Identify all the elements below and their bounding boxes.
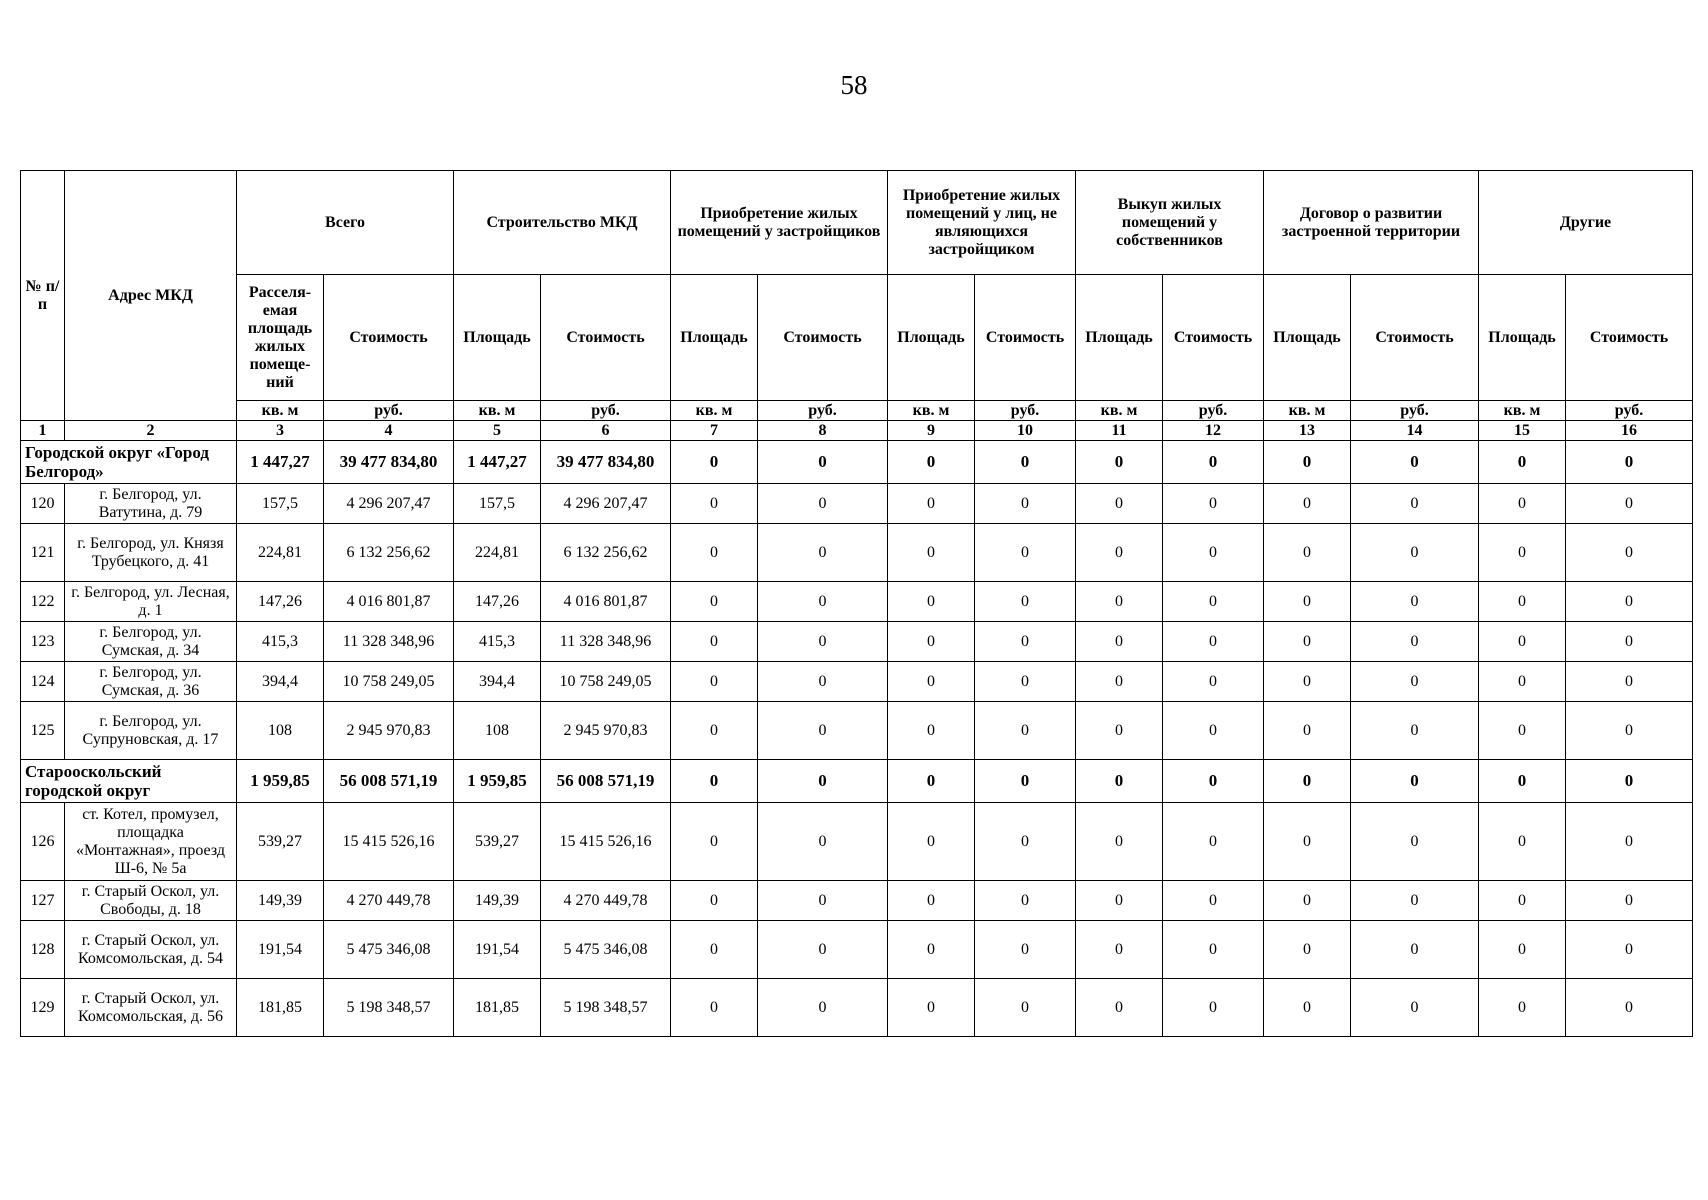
- cell-area: 0: [1076, 662, 1163, 702]
- cell-cost: 0: [1163, 803, 1264, 881]
- header-cost: Стоимость: [1351, 275, 1479, 401]
- cell-area: 1 959,85: [237, 760, 324, 803]
- cell-cost: 4 016 801,87: [324, 582, 454, 622]
- cell-cost: 0: [758, 622, 888, 662]
- cell-cost: 0: [758, 524, 888, 582]
- cell-area: 0: [671, 760, 758, 803]
- cell-area: 181,85: [237, 979, 324, 1037]
- cell-area: 0: [1076, 622, 1163, 662]
- unit-area: кв. м: [1479, 401, 1566, 421]
- header-group-other: Другие: [1479, 171, 1693, 275]
- cell-area: 224,81: [454, 524, 541, 582]
- cell-cost: 0: [1566, 760, 1693, 803]
- column-number: 2: [65, 421, 237, 441]
- cell-cost: 0: [758, 803, 888, 881]
- cell-area: 0: [1076, 921, 1163, 979]
- cell-cost: 0: [975, 803, 1076, 881]
- cell-cost: 10 758 249,05: [541, 662, 671, 702]
- cell-cost: 39 477 834,80: [324, 441, 454, 484]
- cell-cost: 11 328 348,96: [324, 622, 454, 662]
- cell-area: 0: [1264, 662, 1351, 702]
- cell-area: 0: [1264, 803, 1351, 881]
- table-row: [21, 622, 1693, 662]
- group-row: [21, 760, 1693, 803]
- cell-cost: 11 328 348,96: [541, 622, 671, 662]
- cell-area: 108: [454, 702, 541, 760]
- unit-area: кв. м: [1264, 401, 1351, 421]
- cell-area: 181,85: [454, 979, 541, 1037]
- unit-cost: руб.: [1351, 401, 1479, 421]
- cell-cost: 0: [975, 921, 1076, 979]
- header-cost: Стоимость: [1566, 275, 1693, 401]
- cell-cost: 0: [1351, 622, 1479, 662]
- column-number: 9: [888, 421, 975, 441]
- cell-cost: 0: [975, 662, 1076, 702]
- cell-area: 1 959,85: [454, 760, 541, 803]
- cell-area: 0: [888, 760, 975, 803]
- cell-cost: 0: [975, 881, 1076, 921]
- cell-area: 0: [1264, 702, 1351, 760]
- cell-area: 0: [1264, 881, 1351, 921]
- cell-cost: 0: [1351, 702, 1479, 760]
- group-name: Старооскольский городской округ: [21, 760, 237, 803]
- cell-area: 0: [888, 524, 975, 582]
- cell-cost: 15 415 526,16: [324, 803, 454, 881]
- header-address: Адрес МКД: [65, 171, 237, 421]
- cell-cost: 0: [1566, 979, 1693, 1037]
- cell-area: 0: [1264, 484, 1351, 524]
- cell-area: 0: [1479, 979, 1566, 1037]
- cell-area: 0: [671, 662, 758, 702]
- column-number: 10: [975, 421, 1076, 441]
- cell-cost: 0: [1163, 441, 1264, 484]
- row-address: г. Старый Оскол, ул. Свободы, д. 18: [65, 881, 237, 921]
- cell-cost: 10 758 249,05: [324, 662, 454, 702]
- cell-cost: 0: [1163, 760, 1264, 803]
- cell-area: 0: [1264, 441, 1351, 484]
- header-cost: Стоимость: [975, 275, 1076, 401]
- cell-area: 1 447,27: [454, 441, 541, 484]
- cell-area: 0: [671, 979, 758, 1037]
- unit-cost: руб.: [1566, 401, 1693, 421]
- row-address: г. Белгород, ул. Сумская, д. 34: [65, 622, 237, 662]
- cell-cost: 56 008 571,19: [324, 760, 454, 803]
- cell-cost: 0: [1163, 662, 1264, 702]
- column-number: 16: [1566, 421, 1693, 441]
- cell-cost: 0: [975, 702, 1076, 760]
- cell-cost: 0: [758, 979, 888, 1037]
- cell-area: 0: [1264, 622, 1351, 662]
- cell-area: 0: [888, 881, 975, 921]
- cell-area: 0: [1479, 484, 1566, 524]
- row-address: ст. Котел, промузел, площадка «Монтажная», проезд Ш-6, № 5а: [65, 803, 237, 881]
- cell-area: 0: [1076, 582, 1163, 622]
- cell-area: 0: [888, 803, 975, 881]
- cell-area: 0: [888, 622, 975, 662]
- cell-cost: 4 296 207,47: [541, 484, 671, 524]
- cell-area: 0: [888, 662, 975, 702]
- cell-area: 0: [1076, 702, 1163, 760]
- cell-area: 0: [1479, 921, 1566, 979]
- header-num: № п/п: [21, 171, 65, 421]
- column-number: 14: [1351, 421, 1479, 441]
- cell-area: 191,54: [454, 921, 541, 979]
- cell-area: 415,3: [237, 622, 324, 662]
- cell-area: 147,26: [237, 582, 324, 622]
- cell-cost: 4 270 449,78: [324, 881, 454, 921]
- unit-area: кв. м: [237, 401, 324, 421]
- cell-area: 0: [1076, 979, 1163, 1037]
- cell-area: 0: [671, 441, 758, 484]
- cell-area: 0: [1479, 622, 1566, 662]
- cell-area: 0: [1076, 881, 1163, 921]
- cell-area: 0: [1479, 441, 1566, 484]
- cell-area: 0: [1264, 524, 1351, 582]
- cell-cost: 0: [975, 441, 1076, 484]
- header-group-purchase-non-developers: Приобретение жилых помещений у лиц, не являющихся застройщиком: [888, 171, 1076, 275]
- row-number: 129: [21, 979, 65, 1037]
- cell-area: 0: [1076, 803, 1163, 881]
- cell-area: 0: [888, 979, 975, 1037]
- header-area: Площадь: [1264, 275, 1351, 401]
- header-area: Площадь: [454, 275, 541, 401]
- resettlement-table: [20, 170, 1693, 1037]
- cell-cost: 6 132 256,62: [541, 524, 671, 582]
- cell-cost: 0: [1351, 921, 1479, 979]
- cell-cost: 0: [1566, 484, 1693, 524]
- group-row: [21, 441, 1693, 484]
- column-number: 3: [237, 421, 324, 441]
- header-area: Площадь: [1479, 275, 1566, 401]
- header-group-buyout: Выкуп жилых помещений у собственников: [1076, 171, 1264, 275]
- cell-cost: 39 477 834,80: [541, 441, 671, 484]
- unit-cost: руб.: [1163, 401, 1264, 421]
- unit-cost: руб.: [758, 401, 888, 421]
- header-group-purchase-developers: Приобретение жилых помещений у застройщиков: [671, 171, 888, 275]
- column-number: 8: [758, 421, 888, 441]
- cell-cost: 4 270 449,78: [541, 881, 671, 921]
- column-number: 7: [671, 421, 758, 441]
- cell-area: 539,27: [237, 803, 324, 881]
- page-number: 58: [840, 70, 868, 100]
- header-group-territory-agreement: Договор о развитии застроенной территории: [1264, 171, 1479, 275]
- cell-cost: 0: [1566, 803, 1693, 881]
- cell-cost: 0: [1566, 662, 1693, 702]
- header-cost: Стоимость: [541, 275, 671, 401]
- cell-cost: 0: [1163, 622, 1264, 662]
- column-number: 13: [1264, 421, 1351, 441]
- cell-cost: 0: [975, 760, 1076, 803]
- cell-area: 224,81: [237, 524, 324, 582]
- cell-area: 0: [888, 582, 975, 622]
- header-area: Площадь: [888, 275, 975, 401]
- cell-area: 0: [671, 524, 758, 582]
- cell-area: 0: [888, 921, 975, 979]
- cell-cost: 0: [758, 441, 888, 484]
- cell-area: 0: [1479, 760, 1566, 803]
- cell-cost: 2 945 970,83: [324, 702, 454, 760]
- cell-cost: 0: [1566, 441, 1693, 484]
- cell-area: 0: [1479, 881, 1566, 921]
- cell-area: 0: [1264, 760, 1351, 803]
- row-number: 128: [21, 921, 65, 979]
- cell-cost: 0: [975, 622, 1076, 662]
- row-number: 124: [21, 662, 65, 702]
- cell-area: 0: [1076, 524, 1163, 582]
- cell-cost: 2 945 970,83: [541, 702, 671, 760]
- row-address: г. Старый Оскол, ул. Комсомольская, д. 56: [65, 979, 237, 1037]
- header-number-row: [21, 421, 1693, 441]
- header-area: Площадь: [671, 275, 758, 401]
- cell-area: 0: [671, 702, 758, 760]
- cell-cost: 5 198 348,57: [541, 979, 671, 1037]
- cell-area: 0: [1479, 582, 1566, 622]
- cell-cost: 0: [1351, 441, 1479, 484]
- unit-cost: руб.: [324, 401, 454, 421]
- cell-area: 0: [1264, 979, 1351, 1037]
- cell-cost: 0: [1351, 803, 1479, 881]
- cell-area: 415,3: [454, 622, 541, 662]
- cell-area: 149,39: [237, 881, 324, 921]
- unit-area: кв. м: [888, 401, 975, 421]
- cell-area: 149,39: [454, 881, 541, 921]
- row-address: г. Белгород, ул. Супруновская, д. 17: [65, 702, 237, 760]
- cell-cost: 0: [1566, 702, 1693, 760]
- cell-cost: 0: [1163, 921, 1264, 979]
- header-cost: Стоимость: [324, 275, 454, 401]
- cell-cost: 0: [1163, 582, 1264, 622]
- cell-area: 0: [671, 582, 758, 622]
- cell-cost: 0: [1351, 524, 1479, 582]
- cell-cost: 0: [975, 979, 1076, 1037]
- cell-area: 0: [888, 441, 975, 484]
- cell-cost: 0: [758, 921, 888, 979]
- cell-cost: 0: [1351, 760, 1479, 803]
- row-number: 122: [21, 582, 65, 622]
- row-address: г. Белгород, ул. Князя Трубецкого, д. 41: [65, 524, 237, 582]
- cell-area: 0: [888, 484, 975, 524]
- header-cost: Стоимость: [758, 275, 888, 401]
- cell-cost: 0: [1566, 622, 1693, 662]
- cell-cost: 0: [1566, 582, 1693, 622]
- table-body: [21, 441, 1693, 1037]
- cell-cost: 0: [1163, 524, 1264, 582]
- cell-area: 147,26: [454, 582, 541, 622]
- cell-cost: 0: [1351, 979, 1479, 1037]
- column-number: 6: [541, 421, 671, 441]
- cell-cost: 5 475 346,08: [324, 921, 454, 979]
- row-address: г. Белгород, ул. Ватутина, д. 79: [65, 484, 237, 524]
- cell-area: 0: [1479, 702, 1566, 760]
- unit-area: кв. м: [671, 401, 758, 421]
- cell-cost: 0: [1351, 662, 1479, 702]
- table-row: [21, 979, 1693, 1037]
- cell-cost: 0: [1163, 979, 1264, 1037]
- cell-cost: 0: [1351, 484, 1479, 524]
- unit-cost: руб.: [541, 401, 671, 421]
- cell-cost: 56 008 571,19: [541, 760, 671, 803]
- cell-area: 0: [671, 622, 758, 662]
- header-group-construction: Строительство МКД: [454, 171, 671, 275]
- cell-cost: 0: [758, 760, 888, 803]
- cell-area: 394,4: [237, 662, 324, 702]
- cell-area: 0: [671, 881, 758, 921]
- cell-area: 0: [671, 803, 758, 881]
- table-row: [21, 702, 1693, 760]
- table-row: [21, 921, 1693, 979]
- header-units-row: [21, 401, 1693, 421]
- cell-area: 539,27: [454, 803, 541, 881]
- header-sub-row: [21, 275, 1693, 401]
- cell-cost: 0: [758, 582, 888, 622]
- cell-cost: 5 198 348,57: [324, 979, 454, 1037]
- cell-area: 0: [671, 484, 758, 524]
- cell-cost: 0: [975, 484, 1076, 524]
- cell-area: 157,5: [237, 484, 324, 524]
- table-row: [21, 582, 1693, 622]
- row-number: 121: [21, 524, 65, 582]
- row-number: 123: [21, 622, 65, 662]
- cell-area: 0: [1479, 803, 1566, 881]
- row-number: 125: [21, 702, 65, 760]
- cell-area: 0: [1264, 582, 1351, 622]
- table-row: [21, 484, 1693, 524]
- cell-area: 0: [1076, 441, 1163, 484]
- table-row: [21, 662, 1693, 702]
- cell-cost: 0: [1163, 881, 1264, 921]
- cell-area: 394,4: [454, 662, 541, 702]
- column-number: 4: [324, 421, 454, 441]
- cell-cost: 0: [758, 702, 888, 760]
- cell-cost: 15 415 526,16: [541, 803, 671, 881]
- cell-cost: 0: [975, 524, 1076, 582]
- cell-area: 0: [1479, 524, 1566, 582]
- cell-area: 0: [1076, 760, 1163, 803]
- header-group-total: Всего: [237, 171, 454, 275]
- header-resettled-area: Расселя-емая площадь жилых помеще-ний: [237, 275, 324, 401]
- cell-area: 0: [671, 921, 758, 979]
- cell-cost: 6 132 256,62: [324, 524, 454, 582]
- header-group-row: [21, 171, 1693, 275]
- header-cost: Стоимость: [1163, 275, 1264, 401]
- cell-cost: 4 016 801,87: [541, 582, 671, 622]
- column-number: 1: [21, 421, 65, 441]
- column-number: 12: [1163, 421, 1264, 441]
- table-row: [21, 803, 1693, 881]
- row-address: г. Белгород, ул. Лесная, д. 1: [65, 582, 237, 622]
- unit-area: кв. м: [454, 401, 541, 421]
- row-number: 126: [21, 803, 65, 881]
- column-number: 5: [454, 421, 541, 441]
- column-number: 11: [1076, 421, 1163, 441]
- table-row: [21, 524, 1693, 582]
- cell-cost: 0: [1566, 881, 1693, 921]
- table-row: [21, 881, 1693, 921]
- table-header: [21, 171, 1693, 441]
- cell-cost: 0: [1566, 921, 1693, 979]
- cell-area: 0: [1479, 662, 1566, 702]
- cell-cost: 0: [1566, 524, 1693, 582]
- cell-area: 108: [237, 702, 324, 760]
- header-area: Площадь: [1076, 275, 1163, 401]
- cell-cost: 0: [1163, 484, 1264, 524]
- cell-cost: 0: [758, 484, 888, 524]
- cell-cost: 0: [1351, 881, 1479, 921]
- cell-area: 0: [1076, 484, 1163, 524]
- cell-area: 0: [888, 702, 975, 760]
- cell-area: 191,54: [237, 921, 324, 979]
- unit-cost: руб.: [975, 401, 1076, 421]
- cell-cost: 0: [758, 881, 888, 921]
- cell-cost: 0: [975, 582, 1076, 622]
- unit-area: кв. м: [1076, 401, 1163, 421]
- cell-cost: 0: [1163, 702, 1264, 760]
- cell-area: 1 447,27: [237, 441, 324, 484]
- cell-cost: 0: [1351, 582, 1479, 622]
- row-number: 120: [21, 484, 65, 524]
- cell-cost: 4 296 207,47: [324, 484, 454, 524]
- group-name: Городской округ «Город Белгород»: [21, 441, 237, 484]
- cell-cost: 0: [758, 662, 888, 702]
- row-number: 127: [21, 881, 65, 921]
- row-address: г. Старый Оскол, ул. Комсомольская, д. 54: [65, 921, 237, 979]
- row-address: г. Белгород, ул. Сумская, д. 36: [65, 662, 237, 702]
- cell-area: 157,5: [454, 484, 541, 524]
- column-number: 15: [1479, 421, 1566, 441]
- cell-area: 0: [1264, 921, 1351, 979]
- cell-cost: 5 475 346,08: [541, 921, 671, 979]
